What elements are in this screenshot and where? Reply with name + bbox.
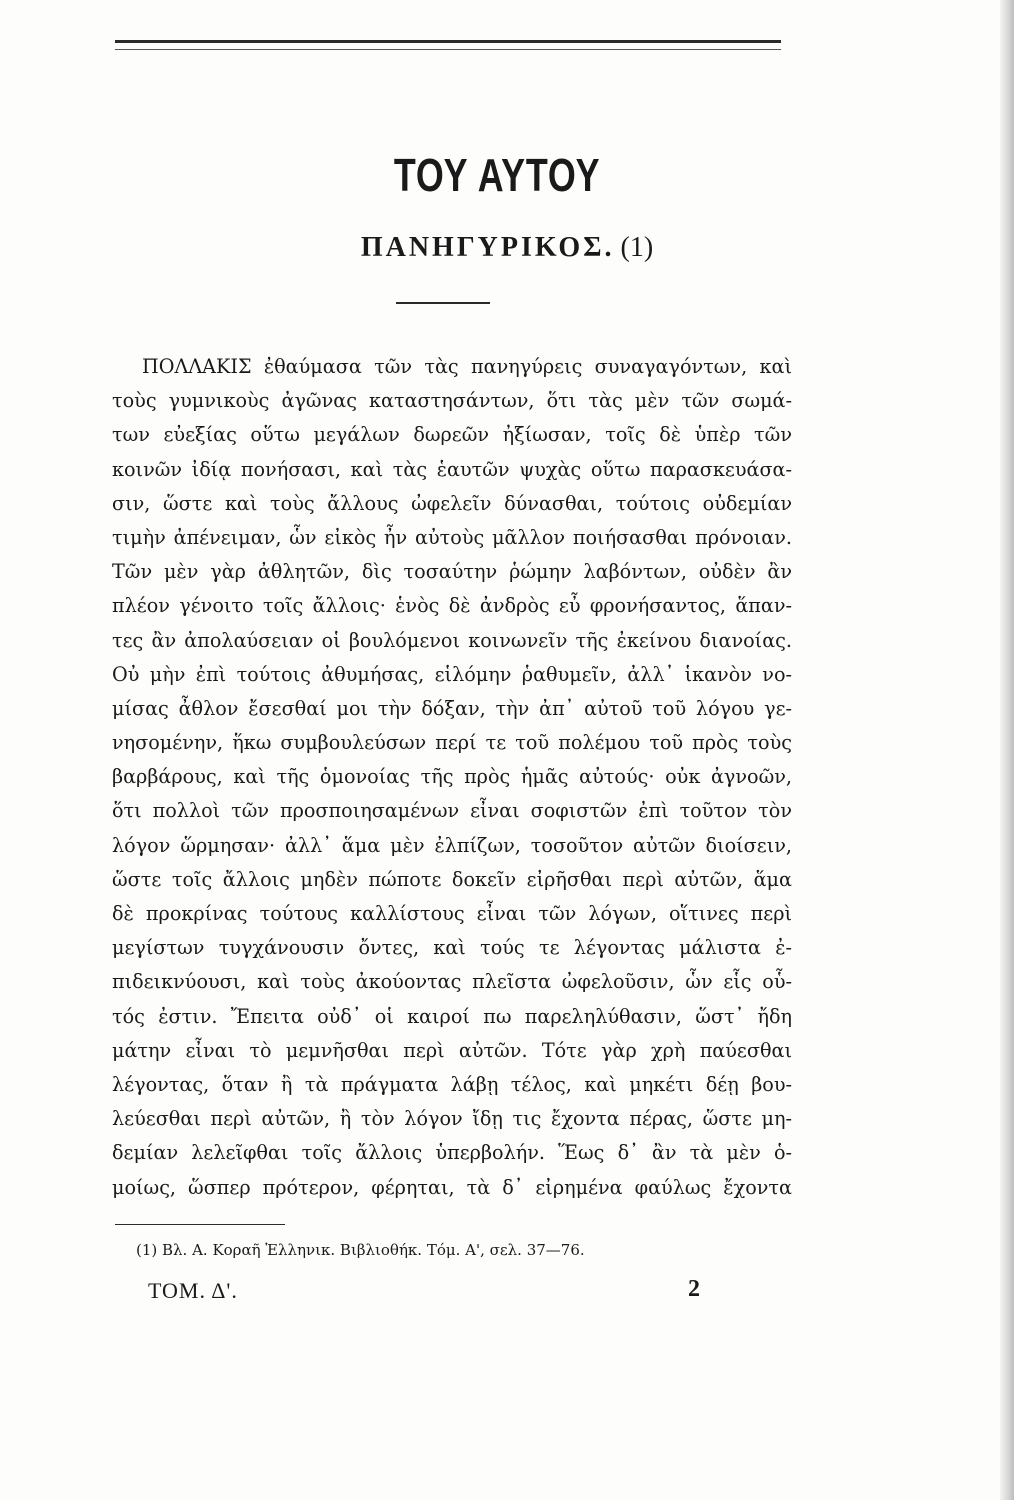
text-line: τιμὴν ἀπένειμαν, ὧν εἰκὸς ἦν αὐτοὺς μᾶλλον ποιήσασθαι πρόνοιαν.: [112, 525, 792, 549]
text-line: μάτην εἶναι τὸ μεμνῆσθαι περὶ αὐτῶν. Τότε γὰρ χρὴ παύεσθαι: [112, 1038, 792, 1062]
text-line: λέγοντας, ὅταν ἢ τὰ πράγματα λάβῃ τέλος, καὶ μηκέτι δέῃ βου-: [112, 1072, 792, 1096]
work-title-text: ΠΑΝΗΓΥΡΙΚΟΣ.: [360, 232, 615, 263]
footnote-marker: (1): [620, 232, 654, 263]
text-line: τοὺς γυμνικοὺς ἀγῶνας καταστησάντων, ὅτι τὰς μὲν τῶν σωμά-: [112, 389, 792, 413]
text-line: κοινῶν ἰδίᾳ πονήσασι, καὶ τὰς ἑαυτῶν ψυχὰς οὕτω παρασκευάσα-: [112, 457, 792, 481]
text-line: μίσας ἆθλον ἔσεσθαί μοι τὴν δόξαν, τὴν ἀπ᾽ αὐτοῦ τοῦ λόγου γε-: [112, 696, 792, 720]
footnote: (1) Βλ. Α. Κοραῆ Ἑλληνικ. Βιβλιοθήκ. Τόμ. Α', σελ. 37—76.: [136, 1241, 585, 1259]
text-line: ΠΟΛΛΑΚΙΣ ἐθαύμασα τῶν τὰς πανηγύρεις συναγαγόντων, καὶ: [142, 355, 792, 378]
work-title: [0, 232, 1014, 264]
body-text: [112, 350, 792, 1205]
text-line: λόγον ὥρμησαν· ἀλλ᾽ ἅμα μὲν ἐλπίζων, τοσοῦτον αὐτῶν διοίσειν,: [112, 833, 792, 857]
text-line: τες ἂν ἀπολαύσειαν οἱ βουλόμενοι κοινωνεῖν τῆς ἐκείνου διανοίας.: [112, 628, 792, 652]
text-line: ὥστε τοῖς ἄλλοις μηδὲν πώποτε δοκεῖν εἰρῆσθαι περὶ αὐτῶν, ἅμα: [112, 867, 792, 891]
running-title: ΤΟΥ ΑΥΤΟΥ: [393, 149, 601, 201]
text-line: μεγίστων τυγχάνουσιν ὄντες, καὶ τούς τε λέγοντας μάλιστα ἐ-: [112, 936, 792, 960]
page-number: 2: [688, 1276, 700, 1302]
page-edge-shadow: [1000, 0, 1014, 1500]
text-line: πιδεικνύουσι, καὶ τοὺς ἀκούοντας πλεῖστα ὠφελοῦσιν, ὧν εἷς οὗ-: [112, 970, 792, 994]
text-line: Τῶν μὲν γὰρ ἀθλητῶν, δὶς τοσαύτην ῥώμην λαβόντων, οὐδὲν ἂν: [112, 560, 792, 584]
text-line: δὲ προκρίνας τούτους καλλίστους εἶναι τῶν λόγων, οἵτινες περὶ: [112, 902, 792, 925]
text-line: βαρβάρους, καὶ τῆς ὁμονοίας τῆς πρὸς ἡμᾶς αὐτούς· οὐκ ἀγνοῶν,: [112, 765, 792, 789]
text-line: πλέον γένοιτο τοῖς ἄλλοις· ἑνὸς δὲ ἀνδρὸς εὖ φρονήσαντος, ἅπαν-: [112, 594, 792, 618]
title-divider: [396, 302, 490, 304]
text-line: δεμίαν λελεῖφθαι τοῖς ἄλλοις ὑπερβολήν. Ἕως δ᾽ ἂν τὰ μὲν ὁ-: [112, 1141, 792, 1165]
header-rule: [115, 40, 781, 50]
footnote-rule: [115, 1224, 285, 1225]
text-line: Οὐ μὴν ἐπὶ τούτοις ἀθυμήσας, εἱλόμην ῥαθυμεῖν, ἀλλ᾽ ἱκανὸν νο-: [112, 662, 792, 686]
text-line: λεύεσθαι περὶ αὐτῶν, ἢ τὸν λόγον ἴδῃ τις ἔχοντα πέρας, ὥστε μη-: [112, 1107, 792, 1131]
text-line: μοίως, ὥσπερ πρότερον, φέρηται, τὰ δ᾽ εἰρημένα φαύλως ἔχοντα: [112, 1175, 792, 1199]
text-line: ὅτι πολλοὶ τῶν προσποιησαμένων εἶναι σοφιστῶν ἐπὶ τοῦτον τὸν: [112, 799, 792, 823]
volume-signature: ΤΟΜ. Δ'.: [148, 1278, 238, 1303]
text-line: σιν, ὥστε καὶ τοὺς ἄλλους ὠφελεῖν δύνασθαι, τούτοις οὐδεμίαν: [112, 491, 792, 515]
text-line: των εὐεξίας οὕτω μεγάλων δωρεῶν ἠξίωσαν, τοῖς δὲ ὑπὲρ τῶν: [112, 423, 792, 447]
text-line: τός ἐστιν. Ἔπειτα οὐδ᾽ οἱ καιροί πω παρεληλύθασιν, ὥστ᾽ ἤδη: [112, 1004, 792, 1028]
text-line: νησομένην, ἥκω συμβουλεύσων περί τε τοῦ πολέμου τοῦ πρὸς τοὺς: [112, 731, 792, 755]
